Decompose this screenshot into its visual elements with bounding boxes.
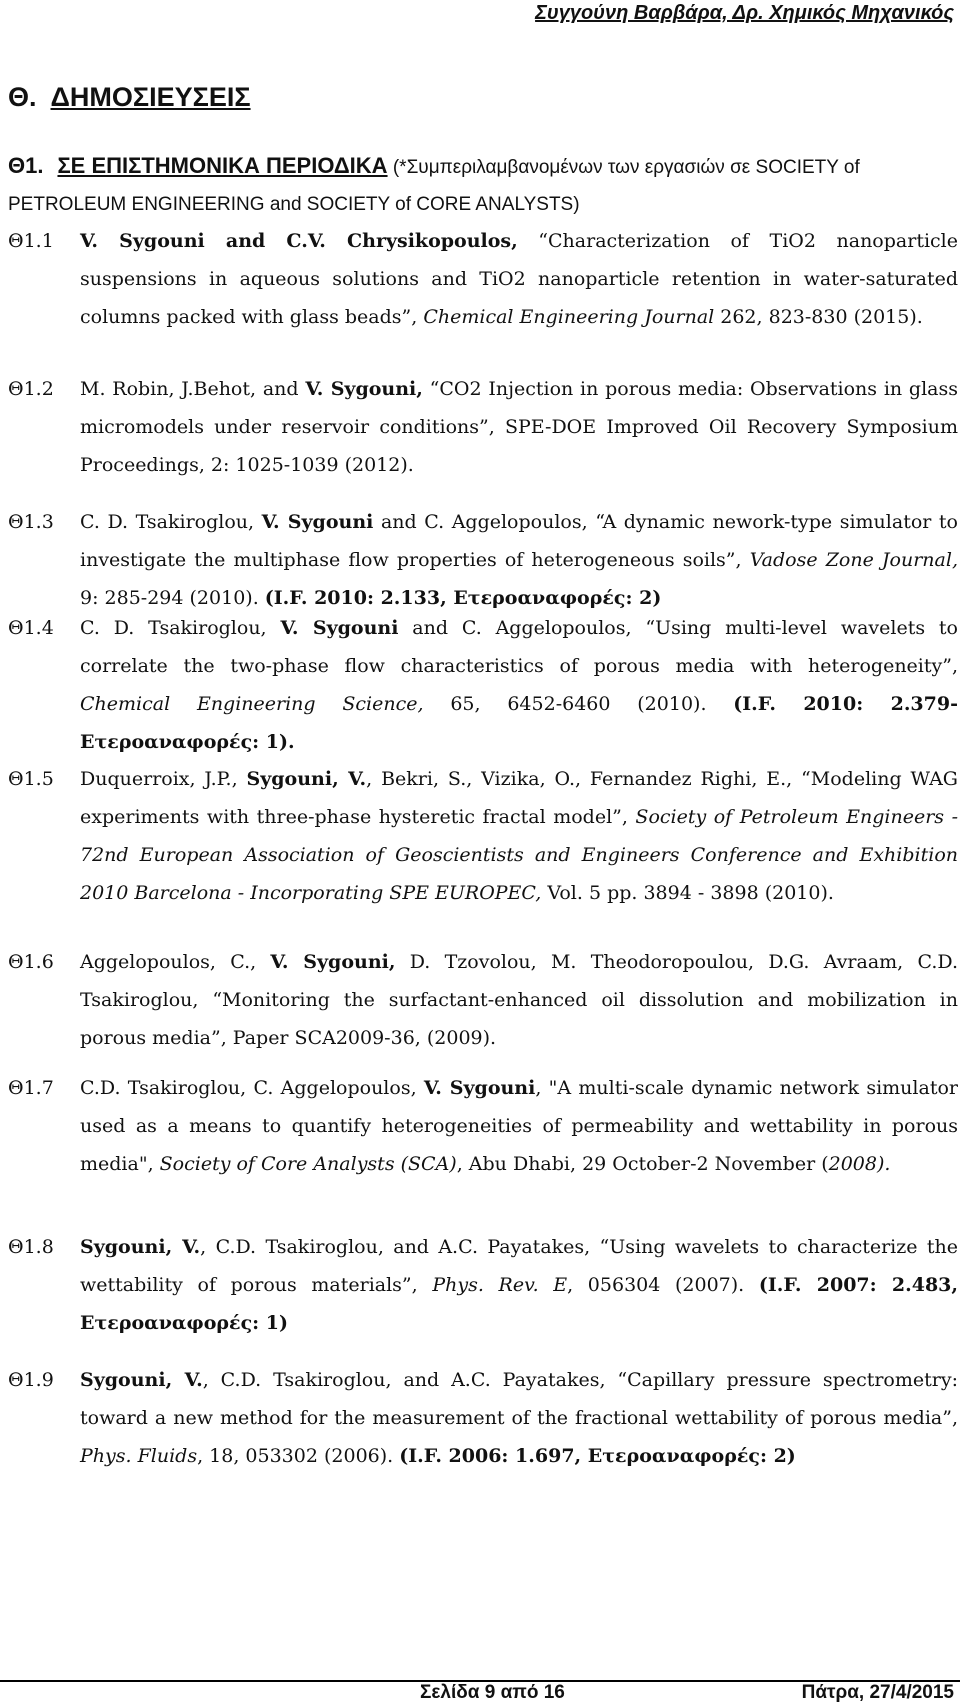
- entry-author-highlight: V. Sygouni,: [305, 378, 423, 400]
- entry-journal: Society of Petroleum Engineers - 72nd European Association of Geoscientists and Engineers Conference and Exhibition 2010 Barcelona - Incorporating SPE EUROPEC,: [80, 806, 958, 904]
- entry-text: [80, 760, 958, 912]
- entry-title: , C.D. Tsakiroglou, and A.C. Payatakes, “Capillary pressure spectrometry: toward a new method for the measurement of the fractional wettability of porous media”,: [80, 1369, 958, 1429]
- entry-details: , Abu Dhabi, 29 October-2 November (: [456, 1153, 829, 1175]
- page-footer: [0, 1680, 960, 1706]
- entry-text: [80, 943, 958, 1057]
- entry-journal: Chemical Engineering Science,: [80, 693, 424, 715]
- section-heading: [8, 82, 251, 113]
- publication-entry: [8, 760, 958, 912]
- entry-text: [80, 370, 958, 484]
- entry-coauthors: Aggelopoulos, C.,: [80, 951, 271, 973]
- entry-author-highlight: V. Sygouni: [423, 1077, 536, 1099]
- publication-entry: [8, 943, 958, 1057]
- entry-coauthors: C. D. Tsakiroglou,: [80, 511, 262, 533]
- entry-number: Θ1.6: [8, 951, 54, 973]
- entry-impact: (I.F. 2007: 2.483, Ετεροαναφορές: 1): [80, 1274, 958, 1334]
- publication-entry: [8, 1069, 958, 1183]
- entry-author-highlight: Sygouni, V.: [246, 768, 367, 790]
- publication-entry: [8, 1228, 958, 1342]
- entry-title: , Bekri, S., Vizika, O., Fernandez Righi, E., “Modeling WAG experiments with three-phase hysteretic fractal model”,: [80, 768, 958, 828]
- subsection-note: (*Συμπεριλαμβανομένων των εργασιών σε SOCIETY of PETROLEUM ENGINEERING and SOCIETY of CORE ANALYSTS): [8, 157, 860, 215]
- section-title: ΔΗΜΟΣΙΕΥΣΕΙΣ: [50, 82, 251, 112]
- entry-author-highlight: Sygouni, V.: [80, 1369, 203, 1391]
- entry-title: , "A multi-scale dynamic network simulator used as a means to quantify heterogeneities of permeability and wettability in porous media",: [80, 1077, 958, 1175]
- subsection-title: ΣΕ ΕΠΙΣΤΗΜΟΝΙΚΑ ΠΕΡΙΟΔΙΚΑ: [57, 153, 388, 178]
- entry-details: , 18, 053302 (2006).: [197, 1445, 400, 1467]
- publication-entry: [8, 503, 958, 617]
- entry-journal: Phys. Rev. E: [432, 1274, 568, 1296]
- entry-title: “CO2 Injection in porous media: Observations in glass micromodels under reservoir conditions”, SPE-DOE Improved Oil Recovery Symposium Proceedings, 2: 1025-1039 (2012).: [80, 378, 958, 476]
- entry-text: [80, 503, 958, 617]
- entry-number: Θ1.3: [8, 511, 54, 533]
- entry-author-highlight: V. Sygouni: [280, 617, 399, 639]
- place-date: Πάτρα, 27/4/2015: [801, 1682, 954, 1703]
- entry-year: 2008).: [828, 1153, 891, 1175]
- entry-coauthors: C.D. Tsakiroglou, C. Aggelopoulos,: [80, 1077, 424, 1099]
- entry-number: Θ1.1: [8, 230, 54, 252]
- entry-author-highlight: V. Sygouni,: [270, 951, 396, 973]
- publication-entry: [8, 1361, 958, 1475]
- page-header-author: Συγγούνη Βαρβάρα, Δρ. Χημικός Μηχανικός: [535, 2, 954, 24]
- entry-coauthors: C. D. Tsakiroglou,: [80, 617, 281, 639]
- entry-title: “Characterization of TiO2 nanoparticle suspensions in aqueous solutions and TiO2 nanoparticle retention in water-saturated columns packed with glass beads”,: [80, 230, 958, 328]
- entry-text: [80, 1069, 958, 1183]
- publication-entry: [8, 370, 958, 484]
- entry-details: Vol. 5 pp. 3894 - 3898 (2010).: [541, 882, 834, 904]
- entry-text: [80, 1361, 958, 1475]
- entry-title: and C. Aggelopoulos, “A dynamic nework-type simulator to investigate the multiphase flow properties of heterogeneous soils”,: [80, 511, 958, 571]
- entry-coauthors: M. Robin, J.Behot, and: [80, 378, 306, 400]
- entry-details: , 056304 (2007).: [567, 1274, 759, 1296]
- entry-journal: Chemical Engineering Journal: [417, 306, 715, 328]
- entry-number: Θ1.5: [8, 768, 54, 790]
- section-code: Θ.: [8, 82, 37, 112]
- entry-impact: (I.F. 2006: 1.697, Ετεροαναφορές: 2): [399, 1445, 796, 1467]
- entry-number: Θ1.7: [8, 1077, 54, 1099]
- entry-journal: Phys. Fluids: [80, 1445, 198, 1467]
- page-number: Σελίδα 9 από 16: [420, 1682, 565, 1703]
- entry-author-highlight: V. Sygouni: [261, 511, 374, 533]
- subsection-heading: [8, 147, 948, 223]
- publication-entry: [8, 609, 958, 761]
- entry-number: Θ1.4: [8, 617, 54, 639]
- entry-journal: Vadose Zone Journal,: [749, 549, 958, 571]
- entry-text: [80, 222, 958, 336]
- entry-title: , C.D. Tsakiroglou, and A.C. Payatakes, “Using wavelets to characterize the wettability of porous materials”,: [80, 1236, 958, 1296]
- entry-impact: (I.F. 2010: 2.379- Ετεροαναφορές: 1).: [80, 693, 958, 753]
- entry-details: 262, 823-830 (2015).: [714, 306, 923, 328]
- entry-details: 65, 6452-6460 (2010).: [423, 693, 734, 715]
- entry-number: Θ1.8: [8, 1236, 54, 1258]
- entry-coauthors: Duquerroix, J.P.,: [80, 768, 247, 790]
- entry-title: and C. Aggelopoulos, “Using multi-level wavelets to correlate the two-phase flow characteristics of porous media with heterogeneity”,: [80, 617, 958, 677]
- entry-authors: V. Sygouni and C.V. Chrysikopoulos,: [80, 230, 518, 252]
- entry-number: Θ1.9: [8, 1369, 54, 1391]
- entry-author-highlight: Sygouni, V.: [80, 1236, 201, 1258]
- entry-details: 9: 285-294 (2010).: [80, 587, 265, 609]
- entry-text: [80, 609, 958, 761]
- entry-journal: Society of Core Analysts (SCA): [159, 1153, 457, 1175]
- entry-title: D. Tzovolou, M. Theodoropoulou, D.G. Avraam, C.D. Tsakiroglou, “Monitoring the surfactant-enhanced oil dissolution and mobilization in porous media”, Paper SCA2009-36, (2009).: [80, 951, 958, 1049]
- subsection-code: Θ1.: [8, 153, 44, 178]
- publication-entry: [8, 222, 958, 336]
- entry-impact: (I.F. 2010: 2.133, Ετεροαναφορές: 2): [264, 587, 662, 609]
- entry-number: Θ1.2: [8, 378, 54, 400]
- entry-text: [80, 1228, 958, 1342]
